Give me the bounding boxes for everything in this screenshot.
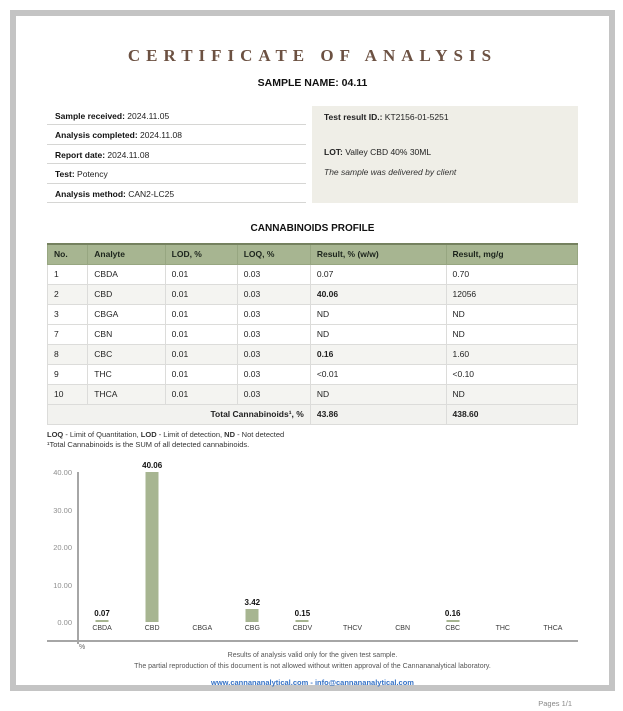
x-axis-category-label: CBD [144, 625, 160, 633]
table-cell: 0.07 [310, 264, 446, 284]
table-cell: 0.03 [237, 284, 310, 304]
info-row: Analysis method: CAN2-LC25 [47, 184, 306, 203]
table-cell: 9 [48, 364, 88, 384]
nd-def: - Not detected [235, 429, 285, 439]
table-cell: 1 [48, 264, 88, 284]
footnote-abbreviations [47, 430, 578, 440]
table-cell: CBN [88, 324, 165, 344]
footer-disclaimer [47, 651, 578, 672]
table-row [48, 324, 578, 344]
link-separator: - [308, 678, 315, 688]
lot-value: Valley CBD 40% 30ML [345, 147, 432, 157]
chart-plot-area [77, 461, 578, 622]
bar-slot [227, 472, 277, 622]
table-cell: 0.03 [237, 324, 310, 344]
table-row [48, 304, 578, 324]
chart-x-axis-line [47, 640, 578, 642]
bar-value-label: 40.06 [142, 461, 163, 471]
bar [146, 472, 159, 622]
bar-slot [528, 472, 578, 622]
info-right-panel [312, 106, 578, 203]
bar [246, 609, 259, 622]
bar-slot [177, 472, 227, 622]
total-row [48, 404, 578, 424]
sample-name: SAMPLE NAME: 04.11 [257, 77, 368, 89]
bar-value-label: 3.42 [244, 598, 261, 608]
col-header-lod: LOD, % [165, 244, 237, 265]
x-axis-category-label: CBC [445, 625, 461, 633]
test-result-id-label: Test result ID.: [324, 112, 383, 122]
table-row [48, 344, 578, 364]
total-label: Total Cannabinoids¹, % [48, 404, 311, 424]
table-cell: 12056 [446, 284, 577, 304]
x-axis-category-label: CBGA [192, 625, 213, 633]
info-row: Test: Potency [47, 164, 306, 183]
chart-unit-label: % [79, 644, 86, 652]
table-cell: ND [446, 324, 577, 344]
table-cell: 0.01 [165, 344, 237, 364]
col-header-result-pct: Result, % (w/w) [310, 244, 446, 265]
table-cell: 0.03 [237, 364, 310, 384]
total-mg: 438.60 [446, 404, 577, 424]
y-axis-tick-label: 0.00 [57, 618, 72, 628]
cannabinoids-bar-chart [47, 461, 578, 652]
bar-value-label: 0.07 [94, 609, 110, 619]
info-left-column [47, 106, 306, 203]
loq-abbr: LOQ [47, 429, 64, 439]
table-cell: 0.70 [446, 264, 577, 284]
table-row [48, 264, 578, 284]
table-cell: 0.01 [165, 324, 237, 344]
table-cell: 7 [48, 324, 88, 344]
table-cell: ND [446, 304, 577, 324]
table-cell: 8 [48, 344, 88, 364]
bar-slot [378, 472, 428, 622]
table-cell: 0.03 [237, 264, 310, 284]
x-axis-category-label: THCV [342, 625, 363, 633]
table-cell: <0.10 [446, 364, 577, 384]
bar [296, 620, 309, 622]
loq-def: - Limit of Quantitation, [63, 429, 141, 439]
test-result-id-row [324, 112, 566, 122]
table-cell: CBGA [88, 304, 165, 324]
bar [96, 620, 109, 622]
x-axis-category-label: CBDA [92, 625, 112, 633]
lod-def: - Limit of detection, [156, 429, 225, 439]
y-axis-tick-label: 30.00 [53, 505, 72, 515]
table-cell: ND [310, 304, 446, 324]
bar-value-label: 0.16 [444, 609, 461, 619]
page-title: CERTIFICATE OF ANALYSIS [127, 46, 498, 65]
x-axis-category-label: CBDV [292, 625, 313, 633]
website-link[interactable]: www.cannananalytical.com [211, 678, 309, 688]
table-cell: 0.03 [237, 304, 310, 324]
table-cell: CBDA [88, 264, 165, 284]
info-row: Report date: 2024.11.08 [47, 145, 306, 164]
bar [446, 620, 459, 622]
footer-links [47, 678, 578, 687]
table-cell: 0.01 [165, 284, 237, 304]
table-cell: 0.01 [165, 304, 237, 324]
footnote-total: ¹Total Cannabinoids is the SUM of all detected cannabinoids. [47, 440, 250, 450]
table-cell: 0.03 [237, 344, 310, 364]
table-cell: CBD [88, 284, 165, 304]
table-row [48, 364, 578, 384]
footnotes [47, 430, 578, 450]
table-cell: 10 [48, 384, 88, 404]
table-cell: 0.03 [237, 384, 310, 404]
table-row [48, 384, 578, 404]
col-header-result-mg: Result, mg/g [446, 244, 577, 265]
table-cell: 3 [48, 304, 88, 324]
y-axis-tick-label: 20.00 [53, 543, 72, 553]
x-axis-category-label: CBG [244, 625, 260, 633]
col-header-no: No. [48, 244, 88, 265]
certificate-page [10, 10, 615, 709]
bar-slot [327, 472, 377, 622]
cannabinoids-table-body [48, 264, 578, 404]
table-header-row [48, 244, 578, 265]
table-cell: <0.01 [310, 364, 446, 384]
footer-line1: Results of analysis valid only for the given test sample. [227, 652, 398, 660]
x-axis-category-label: THCA [543, 625, 563, 633]
table-cell: 1.60 [446, 344, 577, 364]
bar-slot [127, 461, 177, 622]
lod-abbr: LOD [140, 429, 157, 439]
chart-category-labels [77, 625, 578, 635]
y-axis-tick-label: 40.00 [53, 468, 72, 478]
col-header-loq: LOQ, % [237, 244, 310, 265]
col-header-analyte: Analyte [88, 244, 165, 265]
footer-line2: The partial reproduction of this document is not allowed without written approval of the Cannananalytical laboratory. [134, 662, 491, 670]
table-cell: CBC [88, 344, 165, 364]
x-axis-category-label: THC [495, 625, 510, 633]
info-row: Analysis completed: 2024.11.08 [47, 125, 306, 144]
table-cell: 0.01 [165, 364, 237, 384]
table-cell: THC [88, 364, 165, 384]
table-cell: THCA [88, 384, 165, 404]
total-pct: 43.86 [310, 404, 446, 424]
nd-abbr: ND [224, 429, 236, 439]
table-cell: 2 [48, 284, 88, 304]
table-row [48, 284, 578, 304]
bar-slot [428, 472, 478, 622]
bar-slot [77, 472, 127, 622]
info-section [47, 106, 578, 203]
info-row: Sample received: 2024.11.05 [47, 106, 306, 125]
table-cell: 0.01 [165, 264, 237, 284]
page-counter: Pages 1/1 [538, 699, 572, 709]
lot-row [324, 147, 566, 157]
table-cell: 0.16 [310, 344, 446, 364]
table-cell: ND [310, 324, 446, 344]
bar-value-label: 0.15 [294, 609, 311, 619]
y-axis-tick-label: 10.00 [53, 580, 72, 590]
table-cell: ND [310, 384, 446, 404]
table-cell: 0.01 [165, 384, 237, 404]
cannabinoids-table [47, 243, 578, 425]
delivery-note: The sample was delivered by client [324, 167, 457, 177]
lot-label: LOT: [324, 147, 343, 157]
table-cell: 40.06 [310, 284, 446, 304]
test-result-id: KT2156-01-5251 [384, 112, 449, 122]
bar-slot [478, 472, 528, 622]
bar-slot [277, 472, 327, 622]
x-axis-category-label: CBN [395, 625, 410, 633]
table-cell: ND [446, 384, 577, 404]
email-link[interactable]: info@cannananalytical.com [314, 678, 414, 688]
table-title: CANNABINOIDS PROFILE [250, 222, 375, 234]
